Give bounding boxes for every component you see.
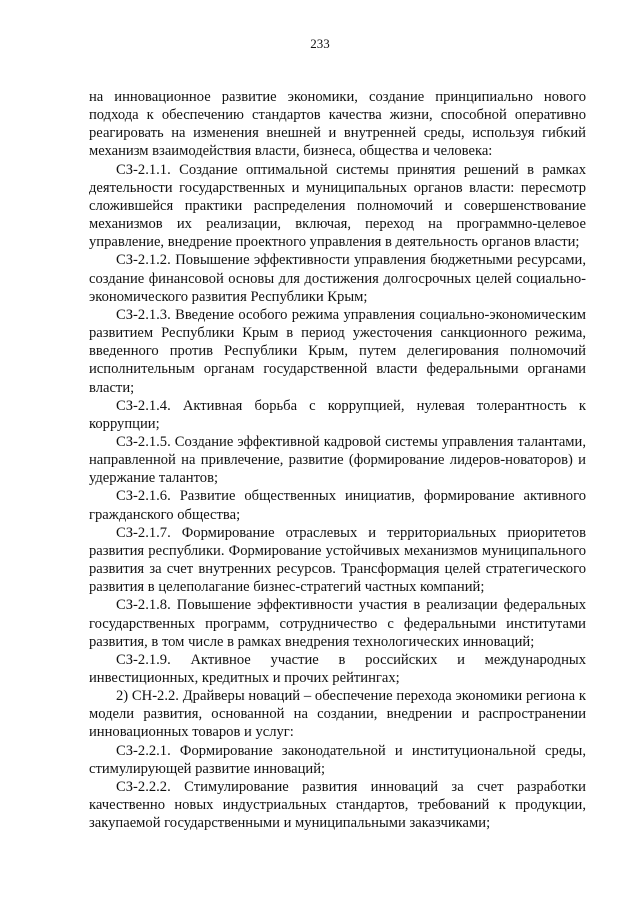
paragraph: СЗ-2.1.8. Повышение эффективности участия в реализации федеральных государственных программ, сотрудничество с федеральными институтами развития, в том числе в рамках внедрения технологических инноваций; bbox=[89, 597, 586, 650]
paragraph: СЗ-2.1.4. Активная борьба с коррупцией, нулевая толерантность к коррупции; bbox=[89, 397, 586, 432]
paragraph: на инновационное развитие экономики, создание принципиально нового подхода к обеспечению стандартов качества жизни, способной оперативно реагировать на изменения внешней и внутренней среды, используя гибкий механизм взаимодействия власти, бизнеса, общества и человека: bbox=[89, 89, 586, 160]
paragraph: СЗ-2.1.3. Введение особого режима управления социально-экономическим развитием Республики Крым в период ужесточения санкционного режима, введенного против Республики Крым, путем делегирования полномочий исполнительным органам государственной власти федеральными органами власти; bbox=[89, 306, 586, 396]
paragraph: СЗ-2.2.1. Формирование законодательной и институциональной среды, стимулирующей развитие инноваций; bbox=[89, 742, 586, 777]
paragraph: СЗ-2.1.5. Создание эффективной кадровой системы управления талантами, направленной на привлечение, развитие (формирование лидеров-новаторов) и удержание талантов; bbox=[89, 433, 586, 487]
page-number: 233 bbox=[310, 36, 330, 51]
paragraph: СЗ-2.1.2. Повышение эффективности управления бюджетными ресурсами, создание финансовой основы для достижения долгосрочных целей социально-экономического развития Республики Крым; bbox=[89, 252, 586, 305]
paragraph: СЗ-2.1.7. Формирование отраслевых и территориальных приоритетов развития республики. Формирование устойчивых механизмов муниципального развития за счет внутренних ресурсов. Трансформация целей стратегического развития в целеполагание бизнес-стратегий частных компаний; bbox=[89, 524, 586, 596]
paragraph: 2) СН-2.2. Драйверы новаций – обеспечение перехода экономики региона к модели развития, основанной на создании, внедрении и распространении инновационных товаров и услуг: bbox=[89, 688, 586, 741]
paragraph: СЗ-2.1.1. Создание оптимальной системы принятия решений в рамках деятельности государственных и муниципальных органов власти: пересмотр сложившейся практики распределения полномочий и совершенствование механизмов их реализации, включая, переход на программно-целевое управление, внедрение проектного управления в деятельность органов власти; bbox=[89, 161, 586, 251]
paragraph: СЗ-2.2.2. Стимулирование развития инноваций за счет разработки качественно новых индустриальных стандартов, требований к продукции, закупаемой государственными и муниципальными заказчиками; bbox=[89, 778, 586, 832]
paragraph: СЗ-2.1.6. Развитие общественных инициатив, формирование активного гражданского общества; bbox=[89, 488, 586, 523]
document-body bbox=[89, 88, 586, 832]
paragraph: СЗ-2.1.9. Активное участие в российских и международных инвестиционных, кредитных и прочих рейтингах; bbox=[89, 651, 586, 686]
